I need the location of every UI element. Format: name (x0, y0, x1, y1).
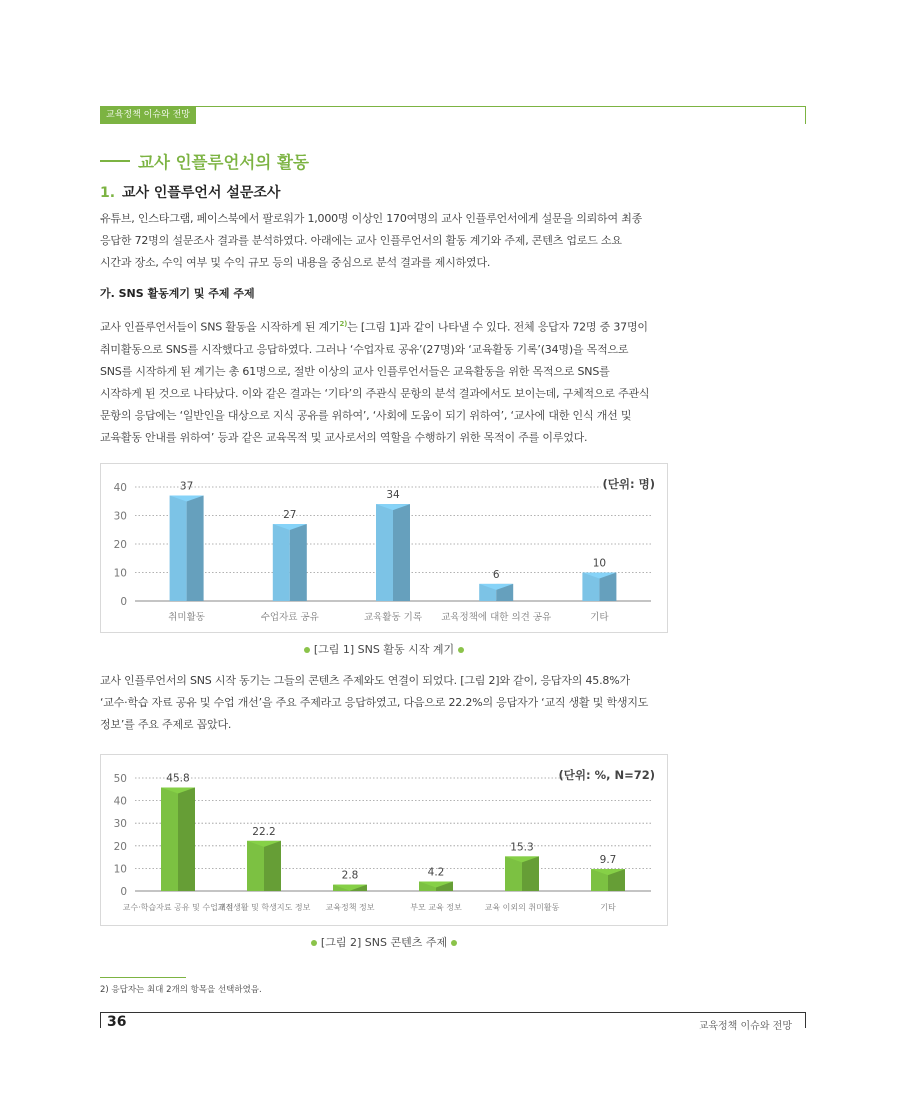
caption-bullet-icon (458, 647, 464, 653)
chart-ytick-label: 40 (113, 795, 127, 808)
chart-ytick-label: 40 (113, 482, 127, 494)
chart-category-label: 교육 이외의 취미활동 (484, 903, 560, 912)
chart-bar (376, 504, 393, 601)
chart-bar (161, 787, 178, 891)
footnote-ref[interactable]: 2) (339, 320, 348, 328)
topic-line: 교사 인플루언서의 SNS 시작 동기는 그들의 콘텐츠 주제와도 연결이 되었다. [그림 2]와 같이, 응답자의 45.8%가 (100, 674, 630, 687)
chart-bar-shade (522, 856, 539, 891)
chart-ytick-label: 0 (120, 596, 127, 608)
motive-line: 시작하게 된 것으로 나타났다. 이와 같은 결과는 ‘기타’의 주관식 문항의 분석 결과에서도 보이는데, 구체적으로 주관식 (100, 386, 650, 400)
motive-line (100, 313, 668, 339)
chart-data-label: 2.8 (341, 869, 359, 882)
chart-ytick-label: 50 (113, 773, 127, 785)
subsection-title: 교사 인플루언서 설문조사 (121, 185, 281, 201)
intro-paragraph (100, 208, 668, 274)
chart-category-label: 부모 교육 정보 (410, 903, 462, 912)
intro-line: 시간과 장소, 수익 여부 및 수익 규모 등의 내용을 중심으로 분석 결과를 제시하였다. (100, 256, 491, 269)
footnote: 2) 응답자는 최대 2개의 항목을 선택하였음. (100, 985, 262, 995)
chart-1-svg (101, 464, 667, 632)
subsection-heading (100, 182, 280, 202)
chart-2-caption-text: [그림 2] SNS 콘텐츠 주제 (320, 936, 448, 949)
motive-line: 교육활동 안내를 위하여’ 등과 같은 교육목적 및 교사로서의 역할을 수행하기 위한 목적이 주를 이루었다. (100, 430, 588, 444)
section-title (100, 148, 309, 174)
chart-1-caption-text: [그림 1] SNS 활동 시작 계기 (313, 643, 455, 656)
chart-ytick-label: 30 (113, 818, 127, 831)
footer-rule (100, 1012, 806, 1013)
chart-bar-shade (393, 504, 410, 601)
chart-ytick-label: 10 (113, 863, 127, 876)
chart-data-label: 45.8 (166, 772, 190, 785)
motive-line: 문항의 응답에는 ‘일반인을 대상으로 지식 공유를 위하여’, ‘사회에 도움이 되기 위하여’, ‘교사에 대한 인식 개선 및 (100, 408, 632, 422)
chart-category-label: 취미활동 (168, 612, 205, 623)
chart-ytick-label: 0 (120, 886, 127, 898)
chart-bar (247, 841, 264, 891)
chart-data-label: 9.7 (599, 854, 617, 867)
chart-data-label: 15.3 (510, 841, 534, 854)
chart-data-label: 10 (592, 557, 607, 570)
caption-bullet-icon (311, 940, 317, 946)
chart-bar-shade (187, 496, 204, 601)
chart-bar-shade (178, 787, 195, 891)
topic-line: 정보’를 주요 주제로 꼽았다. (100, 718, 232, 731)
section-title-dash (100, 160, 130, 162)
footer-rule-right (805, 1012, 806, 1028)
motive-line: SNS를 시작하게 된 계기는 총 61명으로, 절반 이상의 교사 인플루언서들은 교육활동을 위한 목적으로 SNS를 (100, 364, 610, 378)
motive-line-text: 교사 인플루언서들이 SNS 활동을 시작하게 된 계기 (100, 320, 340, 334)
chart-data-label: 34 (386, 489, 400, 502)
chart-category-label: 수업자료 공유 (260, 612, 319, 623)
chart-data-label: 6 (492, 568, 500, 581)
section-title-text: 교사 인플루언서의 활동 (138, 153, 309, 172)
subsection-number: 1. (100, 185, 116, 201)
motive-paragraph (100, 313, 668, 449)
footer-title: 교육정책 이슈와 전망 (698, 1021, 792, 1032)
chart-2-caption (100, 934, 668, 950)
footer-rule-left (100, 1012, 101, 1028)
topic-paragraph (100, 670, 668, 736)
chart-data-label: 22.2 (252, 825, 276, 838)
motive-line-text: 는 [그림 1]과 같이 나타낼 수 있다. 전체 응답자 72명 중 37명이 (347, 320, 648, 334)
page-number: 36 (107, 1014, 127, 1030)
header-tab: 교육정책 이슈와 전망 (100, 106, 196, 124)
chart-bar (273, 524, 290, 601)
intro-line: 유튜브, 인스타그램, 페이스북에서 팔로워가 1,000명 이상인 170여명의 교사 인플루언서에게 설문을 의뢰하여 최종 (100, 212, 643, 225)
chart-2-svg (101, 755, 667, 925)
chart-data-label: 27 (283, 509, 297, 522)
chart-category-label: 교직생활 및 학생지도 정보 (217, 903, 311, 912)
chart-data-label: 4.2 (427, 866, 445, 879)
chart-1-caption (100, 641, 668, 657)
chart-ytick-label: 20 (113, 840, 127, 853)
chart-category-label: 교육정책 정보 (325, 903, 375, 912)
chart-category-label: 교육활동 기록 (363, 612, 423, 623)
chart-bar-shade (264, 841, 281, 891)
chart-bar (170, 496, 187, 601)
chart-2 (100, 754, 668, 926)
chart-category-label: 기타 (600, 903, 616, 912)
chart-1-unit: (단위: 명) (602, 477, 655, 491)
chart-ytick-label: 20 (113, 539, 127, 551)
chart-data-label: 37 (179, 480, 194, 493)
chart-bar (505, 856, 522, 891)
chart-1 (100, 463, 668, 633)
header-rule (100, 106, 806, 107)
topic-line: ‘교수·학습 자료 공유 및 수업 개선’을 주요 주제라고 응답하였고, 다음으로 22.2%의 응답자가 ‘교직 생활 및 학생지도 (100, 696, 649, 709)
header-rule-end (805, 106, 806, 124)
chart-ytick-label: 10 (113, 567, 127, 580)
chart-category-label: 교수·학습자료 공유 및 수업개선 (122, 903, 234, 912)
chart-ytick-label: 30 (113, 510, 127, 523)
chart-category-label: 기타 (590, 612, 609, 623)
chart-2-unit: (단위: %, N=72) (558, 768, 655, 782)
motive-line: 취미활동으로 SNS를 시작했다고 응답하였다. 그러나 ‘수업자료 공유’(27명)와 ‘교육활동 기록’(34명)을 목적으로 (100, 342, 629, 356)
chart-category-label: 교육정책에 대한 의견 공유 (441, 612, 552, 623)
chart-bar-shade (290, 524, 307, 601)
footnote-rule (100, 977, 186, 978)
caption-bullet-icon (451, 940, 457, 946)
sub-heading-a: 가. SNS 활동계기 및 주제 주제 (100, 287, 255, 300)
intro-line: 응답한 72명의 설문조사 결과를 분석하였다. 아래에는 교사 인플루언서의 활동 계기와 주제, 콘텐츠 업로드 소요 (100, 234, 622, 247)
caption-bullet-icon (304, 647, 310, 653)
